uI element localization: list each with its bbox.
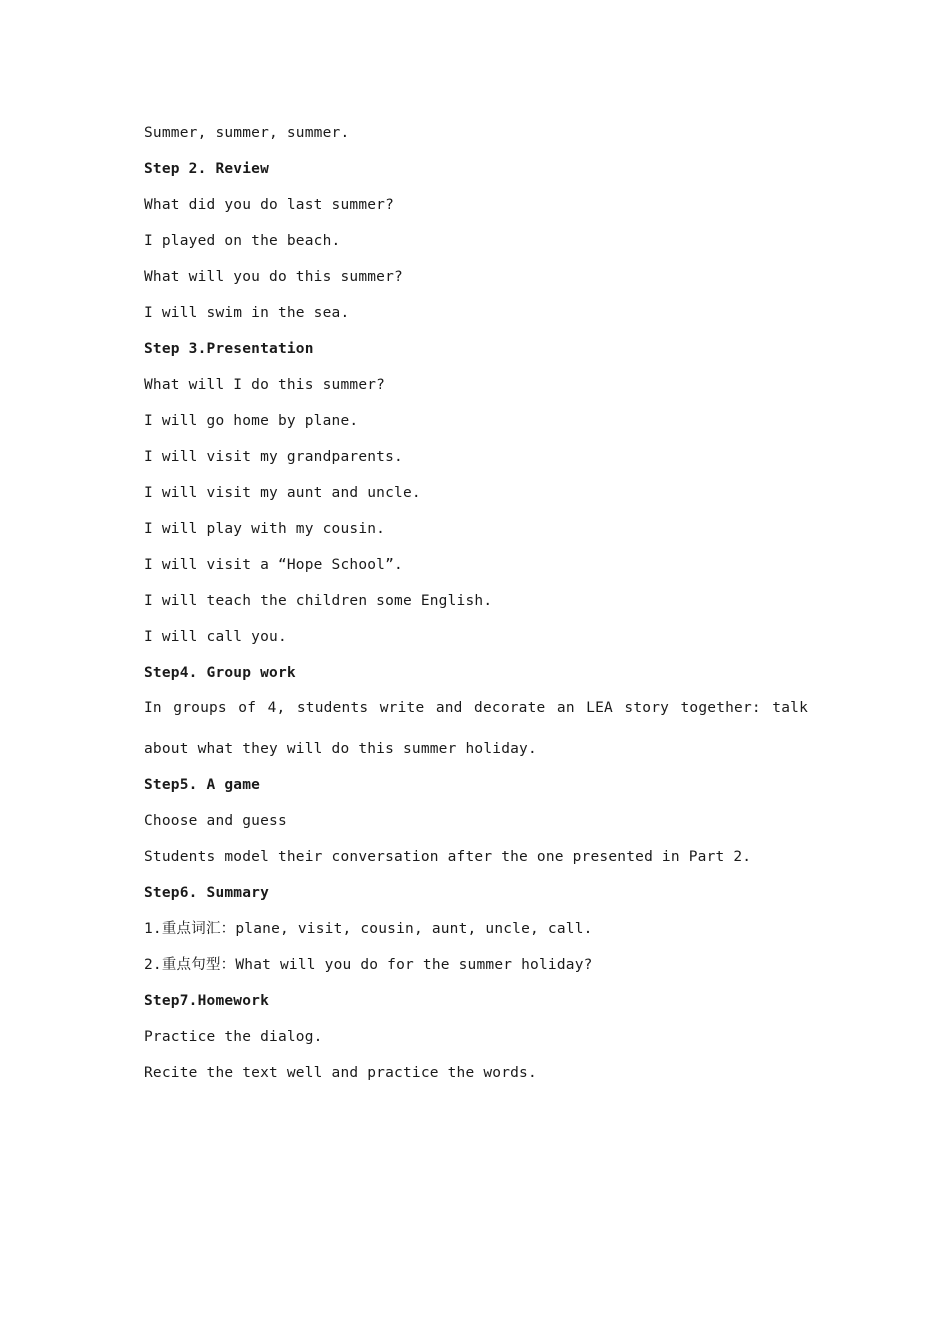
text-line: I will visit my aunt and uncle.	[144, 485, 421, 501]
text-line: Recite the text well and practice the words.	[144, 1065, 537, 1081]
text-line: Choose and guess	[144, 813, 287, 829]
text-line: I will swim in the sea.	[144, 305, 350, 321]
text-line: 1.重点词汇：plane, visit, cousin, aunt, uncle, call.	[144, 921, 593, 937]
text-line: I will go home by plane.	[144, 413, 359, 429]
section-heading-presentation: Step 3.Presentation	[144, 341, 314, 357]
text-line: 2.重点句型：What will you do for the summer holiday?	[144, 957, 593, 973]
text-line: What will I do this summer?	[144, 377, 386, 393]
text-line: Practice the dialog.	[144, 1029, 323, 1045]
section-heading-summary: Step6. Summary	[144, 885, 270, 901]
paragraph-group-work: In groups of 4, students write and decorate an LEA story together: talk about what they will do this summer holiday.	[144, 700, 808, 757]
text-line: I will visit my grandparents.	[144, 449, 403, 465]
text-line: I will visit a “Hope School”.	[144, 557, 403, 573]
text-line: I played on the beach.	[144, 233, 341, 249]
section-heading-game: Step5. A game	[144, 777, 261, 793]
document-page	[144, 124, 824, 1100]
text-line: I will play with my cousin.	[144, 521, 386, 537]
text-line: I will call you.	[144, 629, 287, 645]
text-line: Summer, summer, summer.	[144, 125, 350, 141]
text-line: What did you do last summer?	[144, 197, 395, 213]
text-line: What will you do this summer?	[144, 269, 403, 285]
text-line: Students model their conversation after the one presented in Part 2.	[144, 849, 752, 865]
section-heading-group-work: Step4. Group work	[144, 665, 296, 681]
section-heading-review: Step 2. Review	[144, 161, 270, 177]
section-heading-homework: Step7.Homework	[144, 993, 270, 1009]
text-line: I will teach the children some English.	[144, 593, 493, 609]
